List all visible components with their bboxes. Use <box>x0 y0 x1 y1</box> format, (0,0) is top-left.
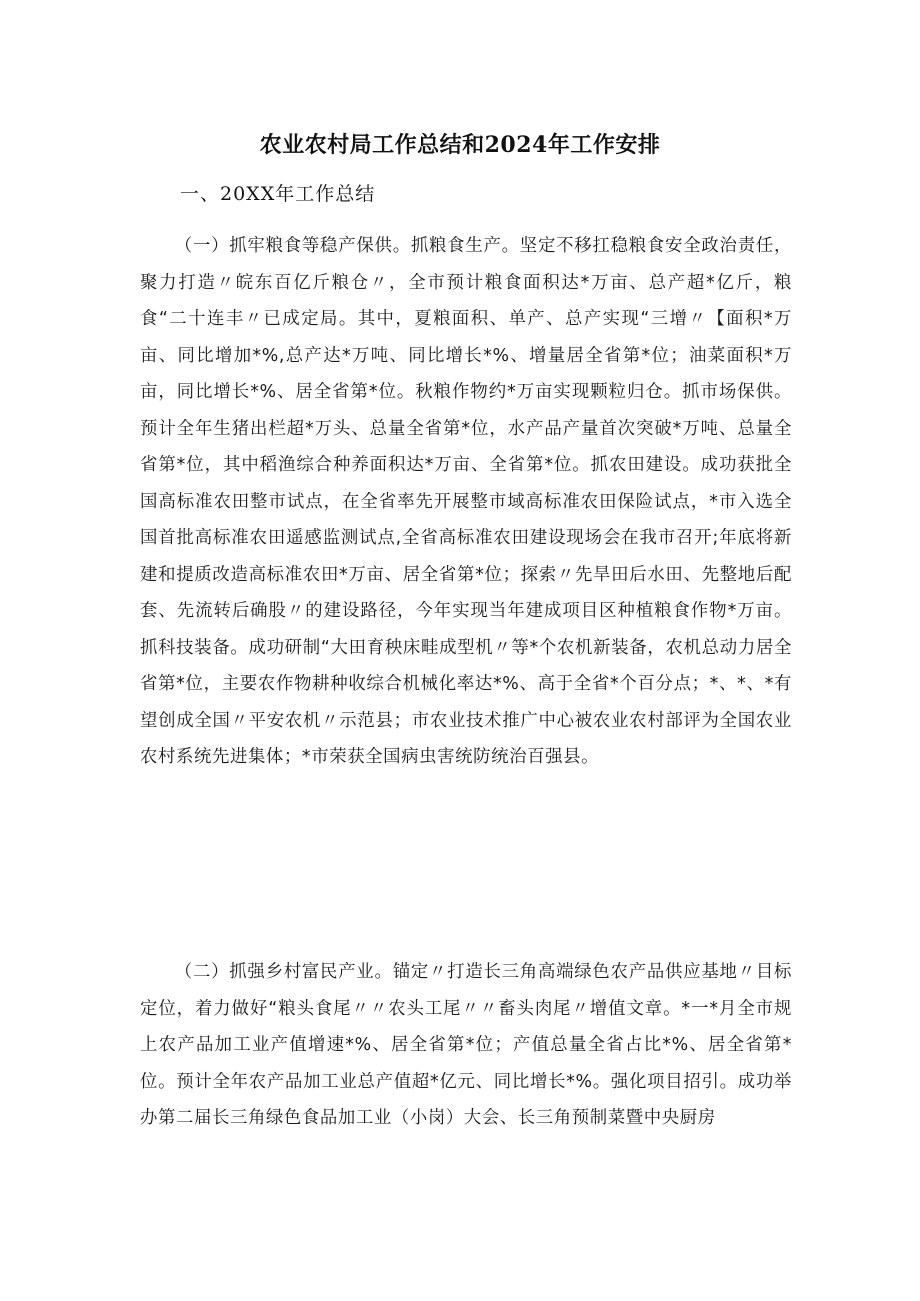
document-title: 农业农村局工作总结和2024年工作安排 <box>259 132 661 158</box>
paragraph: （二）抓强乡村富民产业。锚定〃打造长三角高端绿色农产品供应基地〃目标定位，着力做好“粮头食尾〃〃农头工尾〃〃畜头肉尾〃增值文章。*一*月全市规上农产品加工业产值增速*%、居全省第*位；产值总量全省占比*%、居全省第*位。预计全年农产品加工业总产值超*亿元、同比增长*%。强化项目招引。成功举办第二届长三角绿色食品加工业（小岗）大会、长三角预制菜暨中央厨房 <box>140 962 792 1128</box>
paragraph: （一）抓牢粮食等稳产保供。抓粮食生产。坚定不移扛稳粮食安全政治责任，聚力打造〃皖东百亿斤粮仓〃，全市预计粮食面积达*万亩、总产超*亿斤，粮食“二十连丰〃已成定局。其中，夏粮面积、单产、总产实现“三增〃【面积*万亩、同比增加*%,总产达*万吨、同比增长*%、增量居全省第*位；油菜面积*万亩，同比增长*%、居全省第*位。秋粮作物约*万亩实现颗粒归仓。抓市场保供。预计全年生猪出栏超*万头、总量全省第*位，水产品产量首次突破*万吨、总量全省第*位，其中稻渔综合种养面积达*万亩、全省第*位。抓农田建设。成功获批全国高标准农田整市试点，在全省率先开展整市域高标准农田保险试点，*市入选全国首批高标准农田遥感监测试点,全省高标准农田建设现场会在我市召开;年底将新建和提质改造高标准农田*万亩、居全省第*位；探索〃先旱田后水田、先整地后配套、先流转后确股〃的建设路径，今年实现当年建成项目区种植粮食作物*万亩。抓科技装备。成功研制“大田育秧床畦成型机〃等*个农机新装备，农机总动力居全省第*位，主要农作物耕种收综合机械化率达*%、高于全省*个百分点；*、*、*有望创成全国〃平安农机〃示范县；市农业技术推广中心被农业农村部评为全国农业农村系统先进集体；*市荣获全国病虫害统防统治百强县。 <box>140 236 792 767</box>
section-heading <box>180 179 375 206</box>
section-heading-text: 一、20XX年工作总结 <box>180 183 376 205</box>
